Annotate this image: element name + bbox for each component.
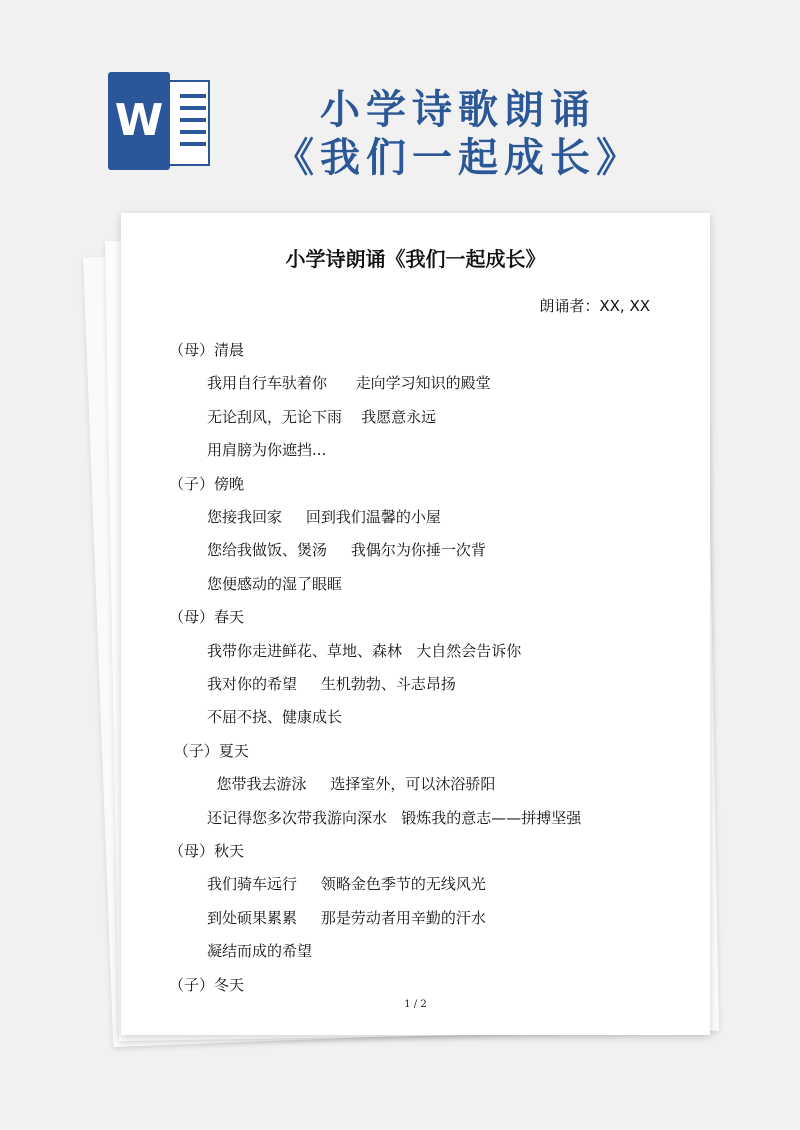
- reciters-line: 朗诵者：XX, XX: [539, 297, 650, 315]
- verse-line: 我对你的希望 生机勃勃、斗志昂扬: [207, 675, 456, 693]
- word-icon-letter: W: [108, 72, 170, 170]
- verse-line: 您带我去游泳 选择室外，可以沐浴骄阳: [207, 775, 496, 794]
- verse-line: 还记得您多次带我游向深水 锻炼我的意志——拼搏坚强: [207, 808, 582, 827]
- verse-line: 到处硕果累累 那是劳动者用辛勤的汗水: [207, 908, 486, 927]
- word-icon: [108, 72, 212, 170]
- document-page: [121, 213, 710, 1035]
- verse-line: 您给我做饭、煲汤 我偶尔为你捶一次背: [207, 541, 486, 560]
- page-indicator: 1 / 2: [404, 999, 427, 1010]
- verse-line: 凝结而成的希望: [207, 942, 313, 961]
- banner-title-line2: 《我们一起成长》: [274, 135, 642, 181]
- speaker-line: （子）夏天: [169, 741, 249, 760]
- speaker-line: （母）春天: [169, 608, 245, 627]
- verse-line: 无论刮风，无论下雨 我愿意永远: [207, 407, 437, 426]
- verse-line: 我用自行车驮着你 走向学习知识的殿堂: [207, 374, 491, 393]
- verse-line: 您接我回家 回到我们温馨的小屋: [207, 508, 441, 526]
- speaker-line: （子）傍晚: [169, 474, 245, 493]
- verse-line: 用肩膀为你遮挡...: [207, 441, 327, 460]
- speaker-line: （母）清晨: [169, 341, 245, 359]
- verse-line: 不屈不挠、健康成长: [207, 708, 343, 727]
- verse-line: 我带你走进鲜花、草地、森林 大自然会告诉你: [207, 641, 522, 660]
- banner: [0, 0, 800, 200]
- speaker-line: （母）秋天: [169, 842, 245, 860]
- banner-title-line1: 小学诗歌朗诵: [320, 87, 596, 133]
- verse-line: 您便感动的湿了眼眶: [207, 574, 343, 593]
- document-title: 小学诗朗诵《我们一起成长》: [285, 247, 546, 271]
- speaker-line: （子）冬天: [169, 975, 245, 994]
- verse-line: 我们骑车远行 领略金色季节的无线风光: [207, 875, 486, 894]
